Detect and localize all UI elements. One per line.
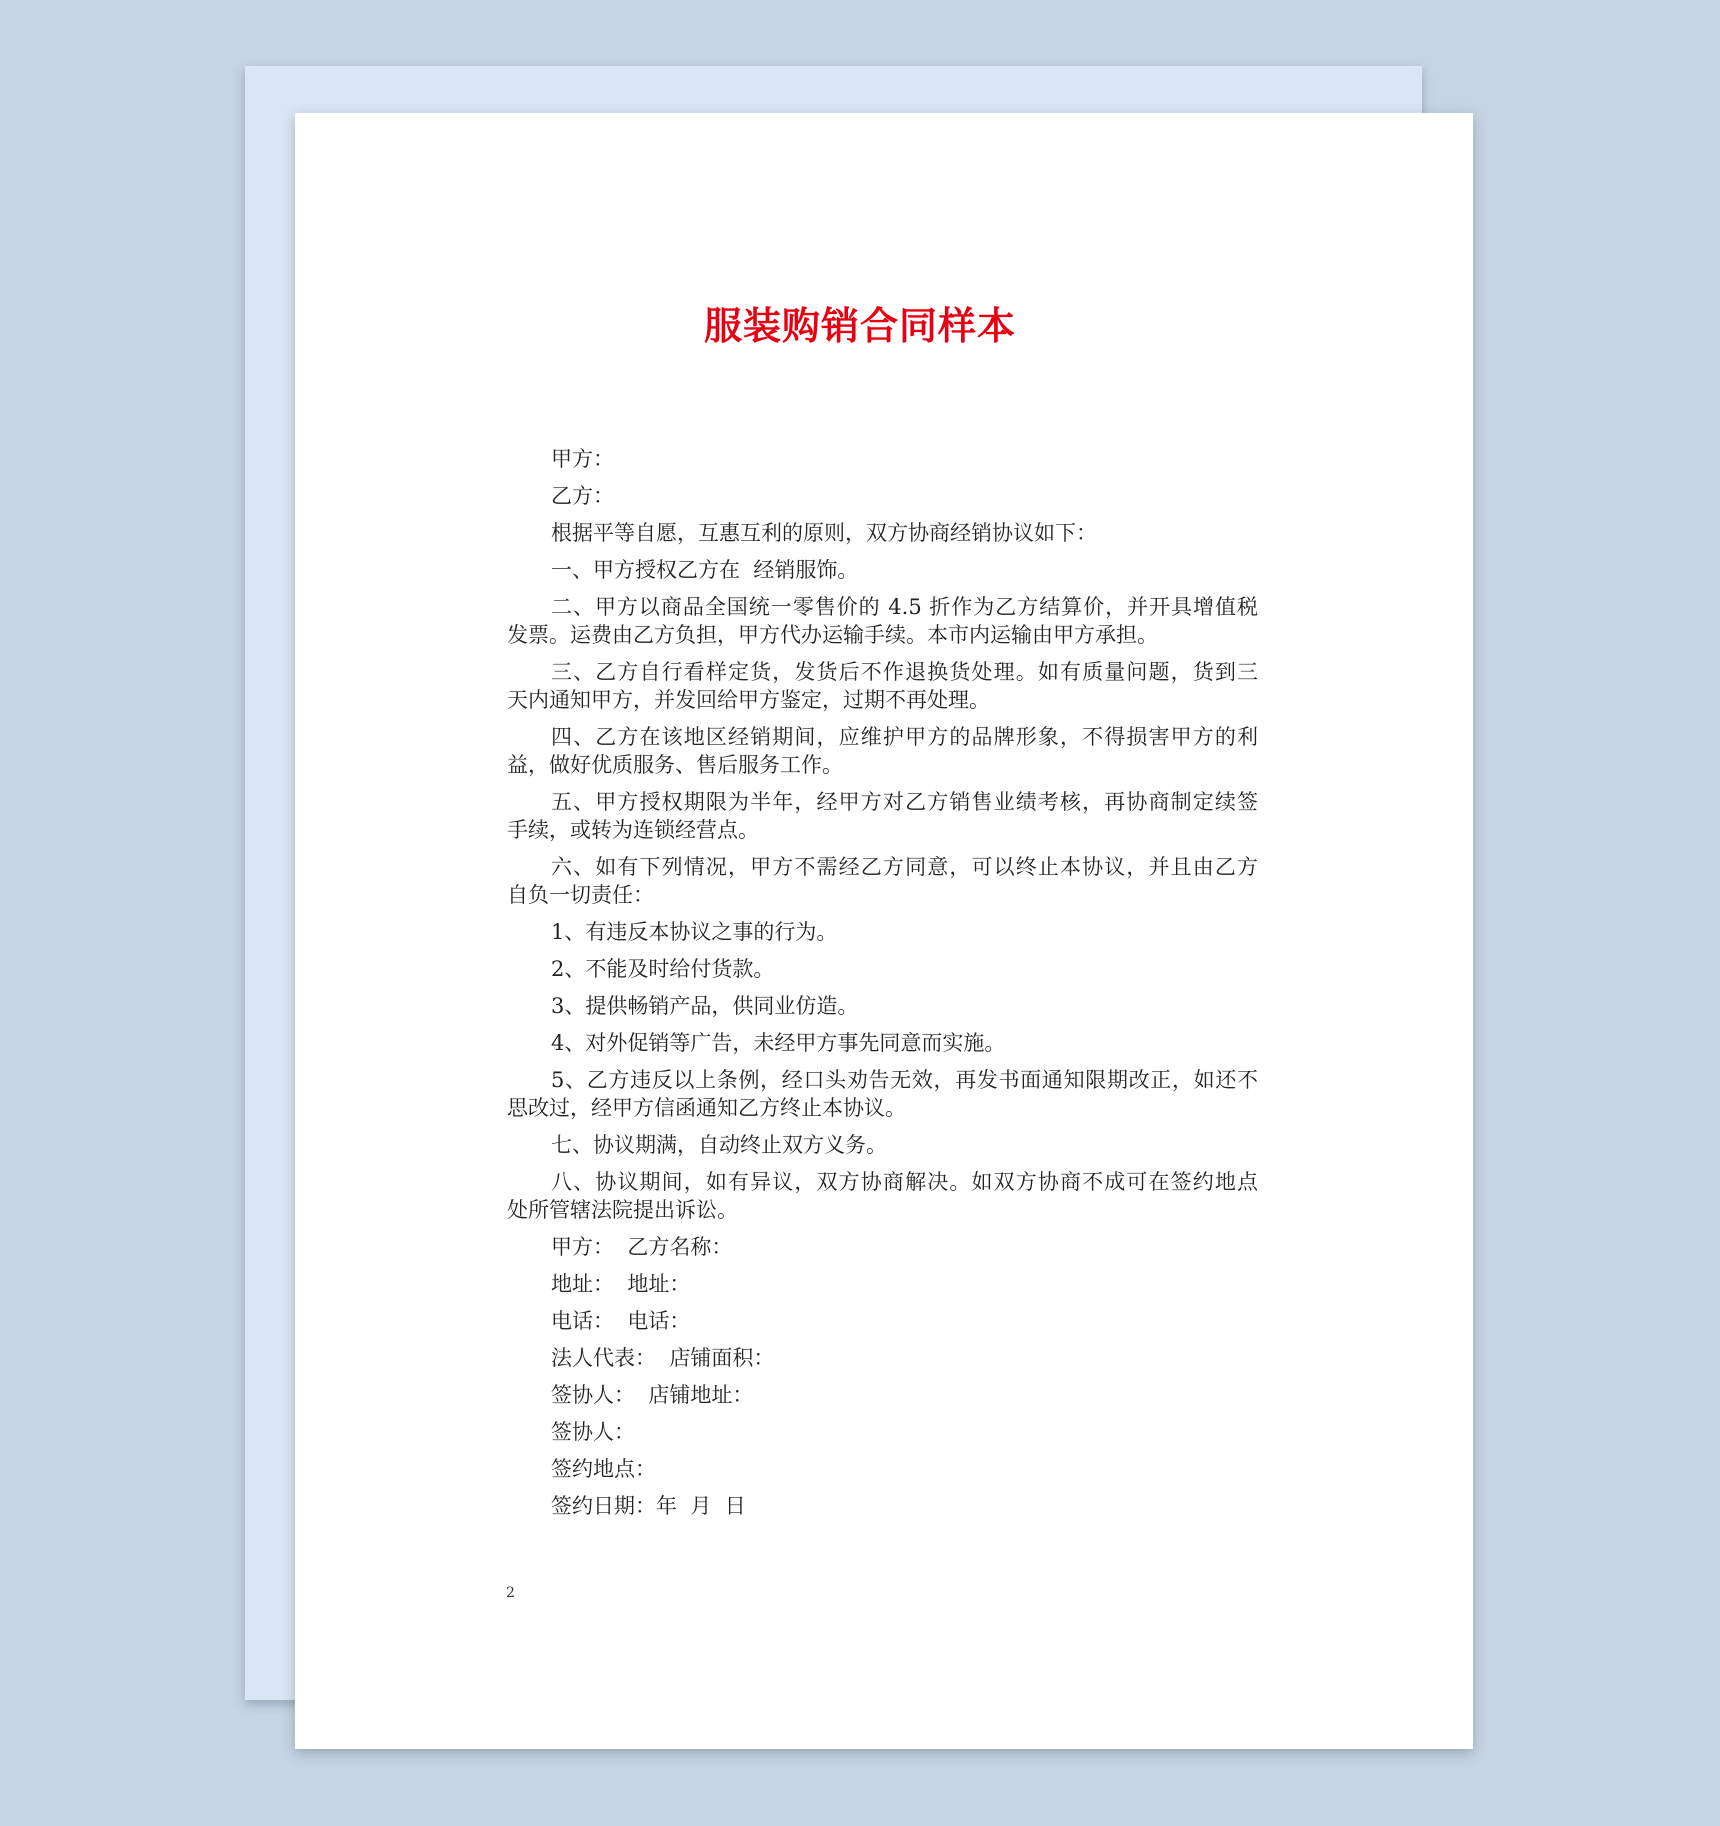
paragraph-line: 甲方： 乙方名称：	[551, 1235, 733, 1259]
paragraph-line: 电话： 电话：	[551, 1309, 691, 1333]
document-title: 服装购销合同样本	[703, 304, 1016, 348]
paragraph-line: 一、甲方授权乙方在 经销服饰。	[551, 558, 859, 582]
paragraph-line: 八、协议期间，如有异议，双方协商解决。如双方协商不成可在签约地点	[551, 1170, 1258, 1194]
paragraph-line: 甲方：	[551, 447, 614, 471]
paragraph-line: 七、协议期满，自动终止双方义务。	[551, 1133, 887, 1157]
page-number: 2	[506, 1585, 515, 1601]
paragraph-line: 六、如有下列情况，甲方不需经乙方同意，可以终止本协议，并且由乙方	[551, 855, 1258, 879]
paragraph-line: 二、甲方以商品全国统一零售价的 4.5 折作为乙方结算价，并开具增值税	[551, 595, 1258, 619]
paragraph-line: 发票。运费由乙方负担，甲方代办运输手续。本市内运输由甲方承担。	[507, 623, 1158, 647]
paragraph-line: 3、提供畅销产品，供同业仿造。	[551, 994, 859, 1018]
contract-paragraph	[507, 1066, 1258, 1122]
contract-paragraph	[507, 482, 1258, 510]
contract-paragraph	[507, 723, 1258, 779]
contract-paragraph	[507, 918, 1258, 946]
contract-paragraph	[507, 519, 1258, 547]
paragraph-line: 益，做好优质服务、售后服务工作。	[507, 753, 843, 777]
document-body	[507, 445, 1258, 1529]
paragraph-line: 手续，或转为连锁经营点。	[507, 818, 759, 842]
contract-paragraph	[507, 1233, 1258, 1261]
contract-paragraph	[507, 992, 1258, 1020]
paragraph-line: 五、甲方授权期限为半年，经甲方对乙方销售业绩考核，再协商制定续签	[551, 790, 1258, 814]
paragraph-line: 5、乙方违反以上条例，经口头劝告无效，再发书面通知限期改正，如还不	[551, 1068, 1258, 1092]
paragraph-line: 法人代表： 店铺面积：	[551, 1346, 775, 1370]
paragraph-line: 1、有违反本协议之事的行为。	[551, 920, 838, 944]
paragraph-line: 地址： 地址：	[551, 1272, 691, 1296]
contract-paragraph	[507, 1381, 1258, 1409]
contract-paragraph	[507, 1270, 1258, 1298]
paragraph-line: 签约日期：年 月 日	[551, 1494, 746, 1518]
contract-paragraph	[507, 445, 1258, 473]
contract-paragraph	[507, 556, 1258, 584]
paragraph-line: 四、乙方在该地区经销期间，应维护甲方的品牌形象，不得损害甲方的利	[551, 725, 1258, 749]
contract-paragraph	[507, 658, 1258, 714]
paragraph-line: 三、乙方自行看样定货，发货后不作退换货处理。如有质量问题，货到三	[551, 660, 1258, 684]
contract-paragraph	[507, 1131, 1258, 1159]
paragraph-line: 思改过，经甲方信函通知乙方终止本协议。	[507, 1096, 906, 1120]
contract-paragraph	[507, 1492, 1258, 1520]
contract-paragraph	[507, 1307, 1258, 1335]
contract-paragraph	[507, 1455, 1258, 1483]
contract-paragraph	[507, 788, 1258, 844]
paragraph-line: 签协人： 店铺地址：	[551, 1383, 754, 1407]
contract-paragraph	[507, 853, 1258, 909]
paragraph-line: 签约地点：	[551, 1457, 656, 1481]
paragraph-line: 处所管辖法院提出诉讼。	[507, 1198, 738, 1222]
paragraph-line: 2、不能及时给付货款。	[551, 957, 775, 981]
contract-paragraph	[507, 955, 1258, 983]
paragraph-line: 天内通知甲方，并发回给甲方鉴定，过期不再处理。	[507, 688, 990, 712]
paragraph-line: 乙方：	[551, 484, 614, 508]
paragraph-line: 自负一切责任：	[507, 883, 654, 907]
contract-paragraph	[507, 1168, 1258, 1224]
paragraph-line: 4、对外促销等广告，未经甲方事先同意而实施。	[551, 1031, 1006, 1055]
contract-paragraph	[507, 1418, 1258, 1446]
contract-paragraph	[507, 1029, 1258, 1057]
contract-paragraph	[507, 1344, 1258, 1372]
paragraph-line: 签协人：	[551, 1420, 635, 1444]
paragraph-line: 根据平等自愿，互惠互利的原则，双方协商经销协议如下：	[551, 521, 1097, 545]
contract-paragraph	[507, 593, 1258, 649]
